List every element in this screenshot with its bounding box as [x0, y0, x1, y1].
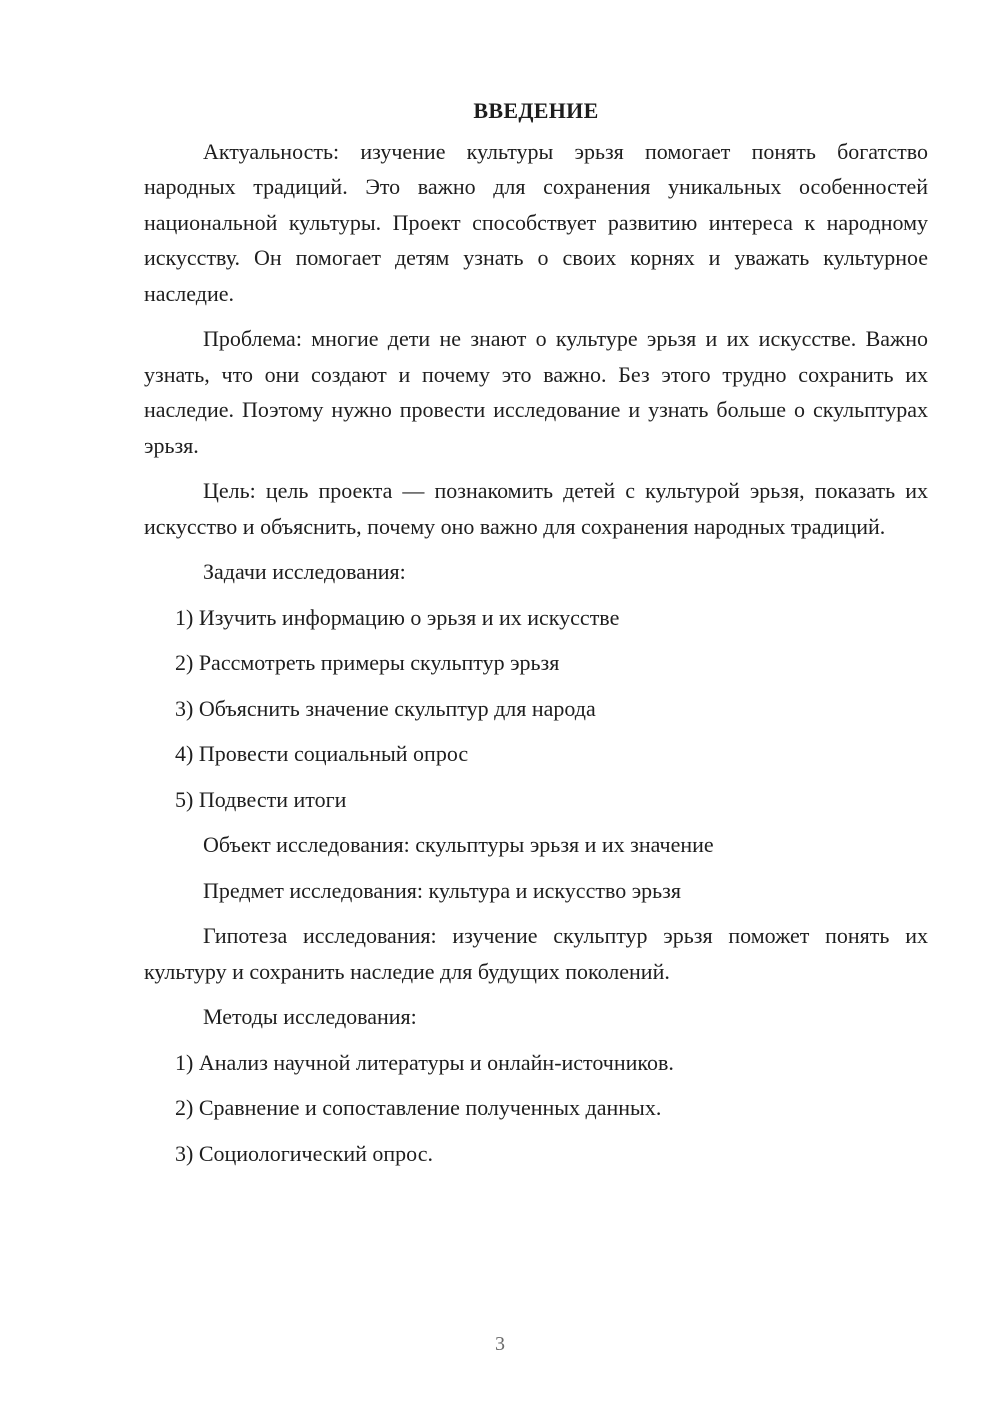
- list-item: 5) Подвести итоги: [175, 786, 347, 812]
- methods-list: [144, 1045, 928, 1172]
- hypothesis-paragraph: Гипотеза исследования: изучение скульптур эрьзя поможет понять их культуру и сохранить наследие для будущих поколений.: [144, 923, 928, 984]
- page-number: 3: [495, 1333, 505, 1355]
- goal-paragraph: Цель: цель проекта — познакомить детей с культурой эрьзя, показать их искусство и объяснить, почему оно важно для сохранения народных традиций.: [144, 478, 928, 539]
- page-content: [144, 93, 928, 1181]
- list-item: 3) Объяснить значение скульптур для народа: [175, 695, 596, 721]
- relevance-paragraph: Актуальность: изучение культуры эрьзя помогает понять богатство народных традиций. Это важно для сохранения уникальных особенностей национальной культуры. Проект способствует развитию интереса к народному искусству. Он помогает детям узнать о своих корнях и уважать культурное наследие.: [144, 138, 928, 306]
- tasks-heading: Задачи исследования:: [203, 559, 406, 584]
- tasks-list: [144, 600, 928, 818]
- list-item: 1) Изучить информацию о эрьзя и их искусстве: [175, 604, 620, 630]
- list-item: 1) Анализ научной литературы и онлайн-источников.: [175, 1049, 674, 1075]
- methods-heading: Методы исследования:: [203, 1004, 417, 1029]
- list-item: 2) Рассмотреть примеры скульптур эрьзя: [175, 650, 560, 675]
- section-title: ВВЕДЕНИЕ: [473, 98, 599, 123]
- list-item: 4) Провести социальный опрос: [175, 741, 469, 766]
- list-item: 3) Социологический опрос.: [175, 1140, 433, 1166]
- subject-line: Предмет исследования: культура и искусство эрьзя: [203, 877, 681, 903]
- list-item: 2) Сравнение и сопоставление полученных данных.: [175, 1095, 662, 1120]
- problem-paragraph: Проблема: многие дети не знают о культуре эрьзя и их искусстве. Важно узнать, что они создают и почему это важно. Без этого трудно сохранить их наследие. Поэтому нужно провести исследование и узнать больше о скульптурах эрьзя.: [144, 326, 928, 458]
- object-line: Объект исследования: скульптуры эрьзя и их значение: [203, 832, 714, 857]
